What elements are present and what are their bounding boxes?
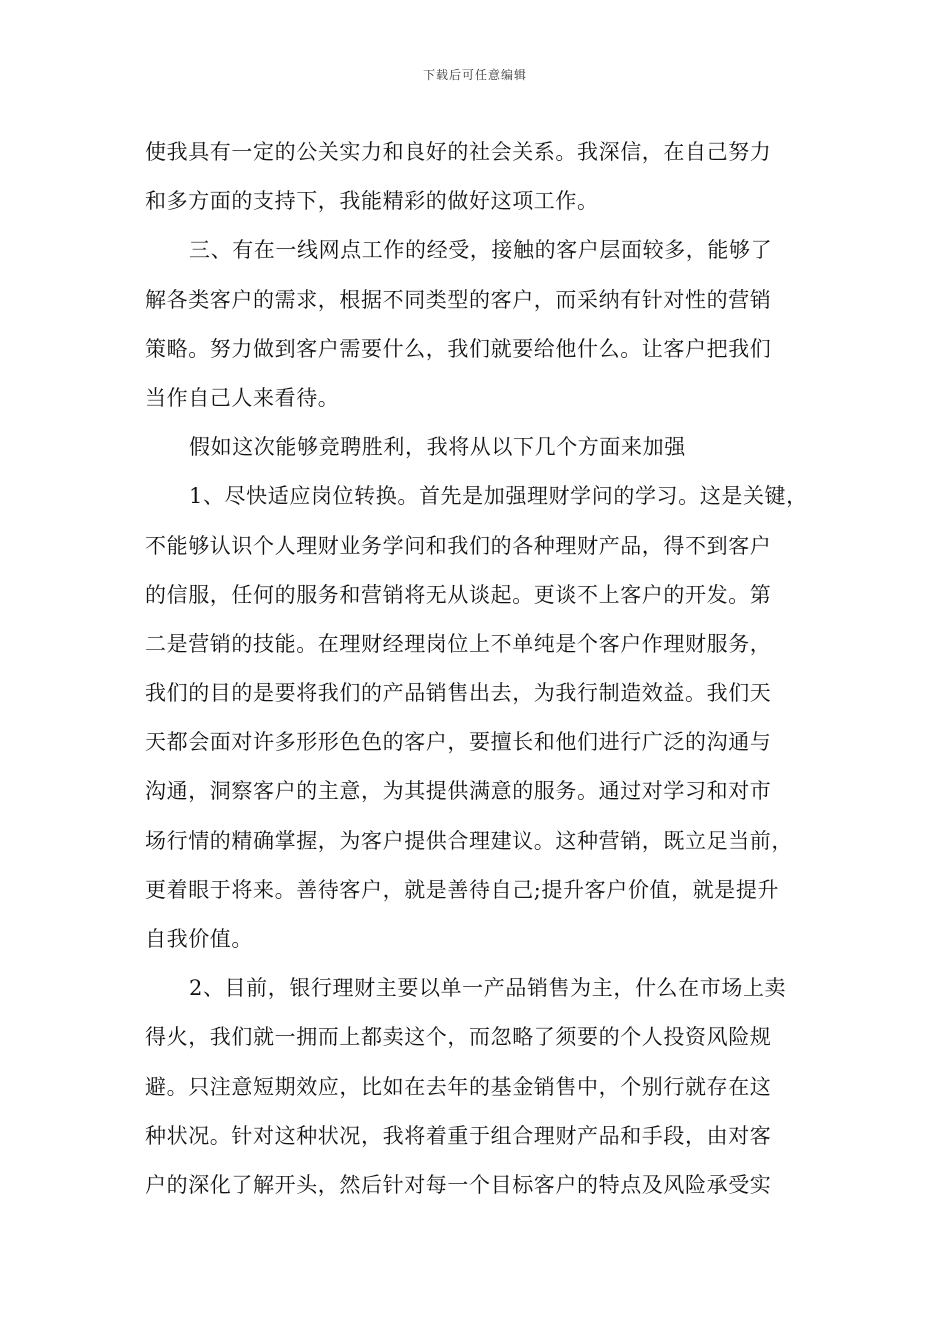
text-line: 假如这次能够竞聘胜利，我将从以下几个方面来加强: [189, 435, 686, 460]
text-line: 户的深化了解开头，然后针对每一个目标客户的特点及风险承受实: [145, 1172, 772, 1197]
text-line: 三、有在一线网点工作的经受，接触的客户层面较多，能够了: [189, 238, 773, 263]
text-line: 和多方面的支持下，我能精彩的做好这项工作。: [145, 189, 599, 214]
text-line: 场行情的精确掌握，为客户提供合理建议。这种营销，既立足当前，: [145, 828, 793, 853]
text-line: 1、尽快适应岗位转换。首先是加强理财学问的学习。这是关键，: [189, 484, 808, 509]
text-line: 的信服，任何的服务和营销将无从谈起。更谈不上客户的开发。第: [145, 582, 772, 607]
text-line: 策略。努力做到客户需要什么，我们就要给他什么。让客户把我们: [145, 336, 772, 361]
text-line: 得火，我们就一拥而上都卖这个，而忽略了须要的个人投资风险规: [145, 1025, 772, 1050]
document-body: [145, 128, 817, 1210]
text-line: 种状况。针对这种状况，我将着重于组合理财产品和手段，由对客: [145, 1123, 772, 1148]
text-line: 天都会面对许多形形色色的客户，要擅长和他们进行广泛的沟通与: [145, 730, 772, 755]
text-line: 二是营销的技能。在理财经理岗位上不单纯是个客户作理财服务，: [145, 631, 772, 656]
text-line: 避。只注意短期效应，比如在去年的基金销售中，个别行就存在这: [145, 1074, 772, 1099]
text-line: 2、目前，银行理财主要以单一产品销售为主，什么在市场上卖: [189, 976, 787, 1001]
text-line: 解各类客户的需求，根据不同类型的客户，而采纳有针对性的营销: [145, 287, 772, 312]
text-line: 更着眼于将来。善待客户，就是善待自己;提升客户价值，就是提升: [145, 877, 780, 902]
page-header: 下载后可任意编辑: [422, 68, 527, 82]
text-line: 我们的目的是要将我们的产品销售出去，为我行制造效益。我们天: [145, 681, 772, 706]
text-line: 沟通，洞察客户的主意，为其提供满意的服务。通过对学习和对市: [145, 779, 772, 804]
text-line: 不能够认识个人理财业务学问和我们的各种理财产品，得不到客户: [145, 533, 772, 558]
text-line: 当作自己人来看待。: [145, 385, 340, 410]
text-line: 使我具有一定的公关实力和良好的社会关系。我深信，在自己努力: [145, 140, 772, 164]
text-line: 自我价值。: [145, 927, 253, 951]
